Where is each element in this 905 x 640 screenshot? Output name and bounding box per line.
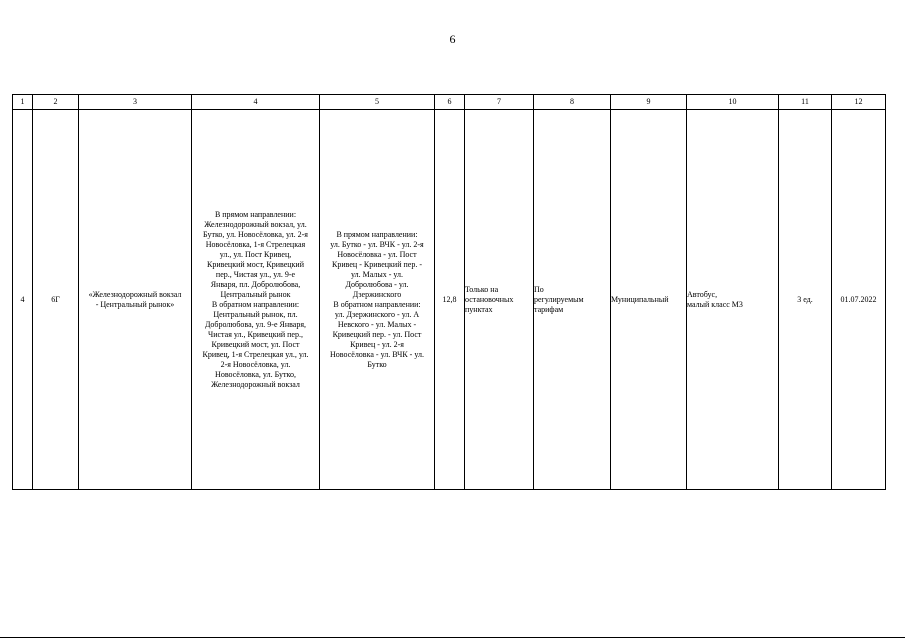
boarding-order-cell: Только на остановочных пунктах bbox=[465, 110, 534, 490]
tariff-cell: По регулируемым тарифам bbox=[534, 110, 611, 490]
header-col-3: 3 bbox=[79, 95, 192, 110]
row-index-cell: 4 bbox=[13, 110, 33, 490]
header-col-2: 2 bbox=[33, 95, 79, 110]
header-col-10: 10 bbox=[687, 95, 779, 110]
page-number: 6 bbox=[449, 32, 456, 46]
header-col-1: 1 bbox=[13, 95, 33, 110]
header-col-6: 6 bbox=[435, 95, 465, 110]
header-col-8: 8 bbox=[534, 95, 611, 110]
route-table bbox=[12, 94, 886, 490]
route-name-cell: «Железнодорожный вокзал - Центральный рынок» bbox=[79, 110, 192, 490]
header-col-4: 4 bbox=[192, 95, 320, 110]
header-col-5: 5 bbox=[320, 95, 435, 110]
route-number-cell: 6Г bbox=[33, 110, 79, 490]
header-col-11: 11 bbox=[779, 95, 832, 110]
page-bottom-border bbox=[0, 637, 905, 638]
header-col-12: 12 bbox=[832, 95, 886, 110]
header-col-7: 7 bbox=[465, 95, 534, 110]
table-row bbox=[13, 110, 886, 490]
route-type-cell: Муниципальный bbox=[611, 110, 687, 490]
start-date-cell: 01.07.2022 bbox=[832, 110, 886, 490]
header-col-9: 9 bbox=[611, 95, 687, 110]
route-length-cell: 12,8 bbox=[435, 110, 465, 490]
vehicle-cell: Автобус, малый класс М3 bbox=[687, 110, 779, 490]
streets-list-cell: В прямом направлении: ул. Бутко - ул. ВЧК - ул. 2-я Новосёловка - ул. Пост Кривец - Кривецкий пер. - ул. Малых - ул. Добролюбова - ул. Дзержинского В обратном направлении: ул. Дзержинского - ул. А Невского - ул. Малых - Кривецкий пер. - ул. Пост Кривец - ул. 2-я Новосёловка - ул. ВЧК - ул. Бутко bbox=[320, 110, 435, 490]
stops-list-cell: В прямом направлении: Железнодорожный вокзал, ул. Бутко, ул. Новосёловка, ул. 2-я Новосёловка, 1-я Стрелецкая ул., ул. Пост Кривец, Кривецкий мост, Кривецкий пер., Чистая ул., ул. 9-е Января, пл. Добролюбова, Центральный рынок В обратном направлении: Центральный рынок, пл. Добролюбова, ул. 9-е Января, Чистая ул., Кривецкий пер., Кривецкий мост, ул. Пост Кривец, 1-я Стрелецкая ул., ул. 2-я Новосёловка, ул. Новосёловка, ул. Бутко, Железнодорожный вокзал bbox=[192, 110, 320, 490]
header-row bbox=[13, 95, 886, 110]
vehicle-count-cell: 3 ед. bbox=[779, 110, 832, 490]
